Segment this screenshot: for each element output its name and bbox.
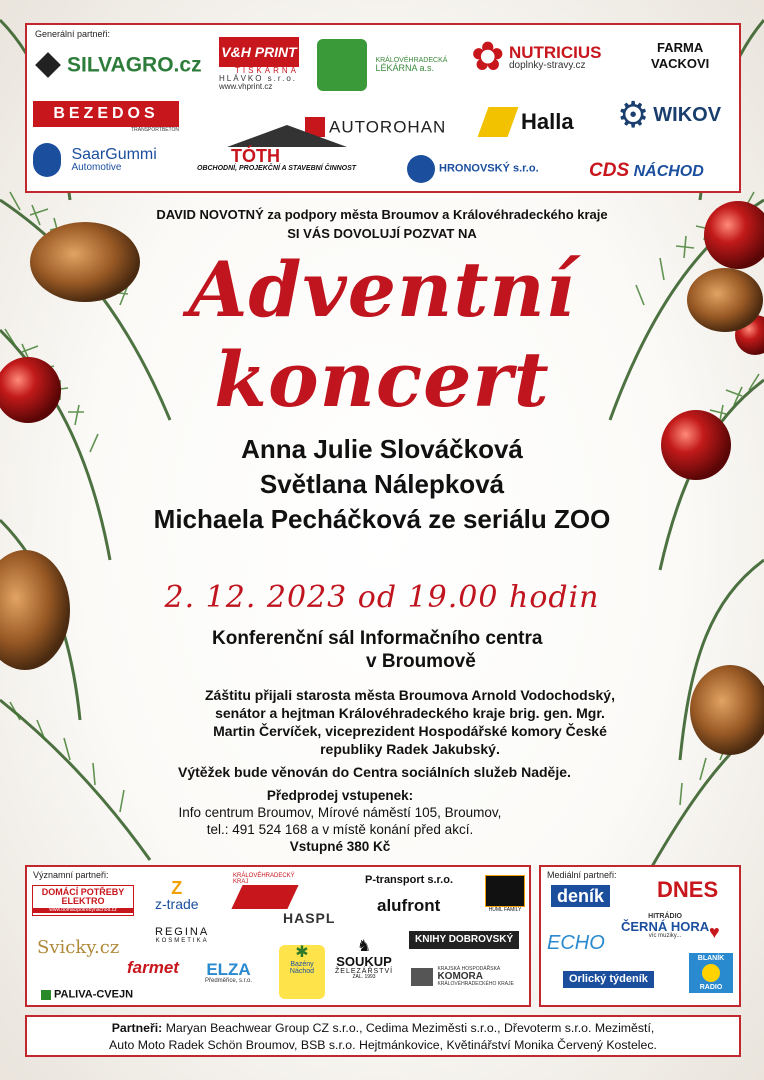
farmet-logo: farmet [127,958,179,977]
wikov-logo: ⚙ WIKOV [617,94,722,135]
bottom-partners-box [25,1015,741,1057]
cds-nachod-logo: CDS NÁCHOD [589,160,704,181]
title-line-2: koncert [214,335,550,424]
media-partners-box [539,865,741,1007]
performer-3: Michaela Pecháčková ze seriálu ZOO [153,504,611,534]
heart-icon: ♥ [709,922,720,942]
event-date: 2. 12. 2023 od 19.00 hodin [164,580,600,615]
palm-icon: ✱ [295,944,309,961]
invite-line-1: DAVID NOVOTNÝ za podpory města Broumov a Královéhradeckého kraje [156,207,608,222]
title-line-1: Adventní [188,245,576,334]
ztrade-icon: Z [171,878,183,898]
general-partners-label: Generální partneři: [35,29,111,39]
kraj-logo: KRÁLOVÉHRADECKÝ KRAJ [223,873,295,909]
soukup-logo: ♞ SOUKUP ŽELEZÁŘSTVÍ ZAL. 1993 [335,938,394,980]
ptransport-logo: P-transport s.r.o. [365,874,454,886]
nutricius-logo: ✿ NUTRICIUS doplnky-stravy.cz [471,35,602,79]
huml-icon [485,875,525,907]
media-partners-label: Mediální partneři: [547,870,617,880]
lekarna-logo: KRÁLOVÉHRADECKÁ LÉKÁRNA a.s. [317,39,447,91]
halla-icon [478,107,519,137]
domaci-potreby-logo: DOMÁCÍ POTŘEBY ELEKTRO www.domacipotrebynachod.cz [32,885,134,916]
invite-line-2: SI VÁS DOVOLUJÍ POZVAT NA [287,226,477,241]
knihy-dobrovsky-logo: KNIHY DOBROVSKÝ [409,931,519,949]
lekarna-icon [317,39,367,91]
soukup-icon: ♞ [356,938,372,955]
ztrade-logo: Z z-trade [155,878,199,912]
saargummi-logo: SaarGummi Automotive [33,143,157,177]
bottom-partners-label: Partneři: [111,1021,163,1035]
toth-roof-icon [227,125,347,147]
silvagro-logo: SILVAGRO.cz [35,52,202,78]
blanik-sun-icon [702,964,720,982]
silvagro-icon [35,52,61,78]
toth-logo: TÓTH OBCHODNÍ, PROJEKČNÍ A STAVEBNÍ ČINNOST [197,125,377,172]
proceeds-text: Výtěžek bude věnován do Centra sociálních služeb Naděje. [178,764,571,780]
komora-icon [411,968,433,986]
kraj-icon [231,885,298,909]
elza-logo: ELZA Předměřice, s.r.o. [205,960,253,984]
presale-block: Předprodej vstupenek: Info centrum Broumov, Mírové náměstí 105, Broumov, tel.: 491 524 168 a v místě konání před akcí. Vstupné 380 Kč [178,788,502,854]
paliva-cvejn-logo: PALIVA-CVEJN [41,987,133,1003]
general-partners-box [25,23,741,193]
farma-vackovi-logo: FARMA VACKOVI [651,40,710,71]
saargummi-icon [33,143,61,177]
wikov-gear-icon: ⚙ [617,94,650,135]
orlicky-tydenik-logo: Orlický týdeník [563,971,654,988]
regina-logo: REGINA KOSMETIKA [155,926,210,944]
venue-line-1: Konferenční sál Informačního centra [212,628,543,649]
bottom-partners-text-1: Maryan Beachwear Group CZ s.r.o., Cedima Meziměsti s.r.o., Dřevoterm s.r.o. Meziměstí, [165,1021,655,1035]
denik-logo: deník [551,885,610,907]
patronage-text: Záštitu přijali starosta města Broumova Arnold Vodochodský, senátor a hejtman Královéhradeckého kraje brig. gen. Mgr. Martin Červíček, viceprezident Hospodářské komory České republiky Radek Jakubský. [205,687,615,757]
performer-2: Světlana Nálepková [259,469,505,499]
bottom-partners-text-2: Auto Moto Radek Schön Broumov, BSB s.r.o. Hejtmánkovice, Květinářství Monika Červený Kostelec. [109,1038,657,1052]
echo-logo: ECHO [547,932,605,954]
haspl-logo: HASPL [283,910,336,926]
hitradio-logo: HITRÁDIO ČERNÁ HORA víc muziky... [621,913,710,939]
halla-logo: Halla [483,107,574,137]
svicky-logo: Svicky.cz [37,937,120,958]
komora-logo: KRAJSKÁ HOSPODÁŘSKÁ KOMORA KRÁLOVÉHRADECKÉHO KRAJE [411,967,514,987]
alufront-logo: alufront [377,896,441,915]
bezedos-logo: BEZEDOS TRANSPORTBETON [33,101,179,133]
paliva-icon [41,990,51,1000]
important-partners-box [25,865,531,1007]
performer-1: Anna Julie Slováčková [241,434,523,464]
hronovsky-icon [407,155,435,183]
venue-line-2: v Broumově [366,651,476,672]
important-partners-label: Významní partneři: [33,870,109,880]
blanik-radio-logo: BLANÍK RADIO [689,953,733,993]
bazeny-nachod-logo: ✱ Bazény Náchod [279,945,325,999]
autorohan-logo: AUTOROHAN [305,117,446,137]
huml-family-logo: HUML FAMILY [485,875,525,913]
nutricius-flower-icon: ✿ [471,35,505,79]
dnes-logo: DNES [657,877,719,902]
hronovsky-logo: HRONOVSKÝ s.r.o. [407,155,539,183]
vh-print-logo: V&H PRINT TISKÁRNA HLÁVKO s.r.o. www.vhprint.cz [219,37,299,91]
